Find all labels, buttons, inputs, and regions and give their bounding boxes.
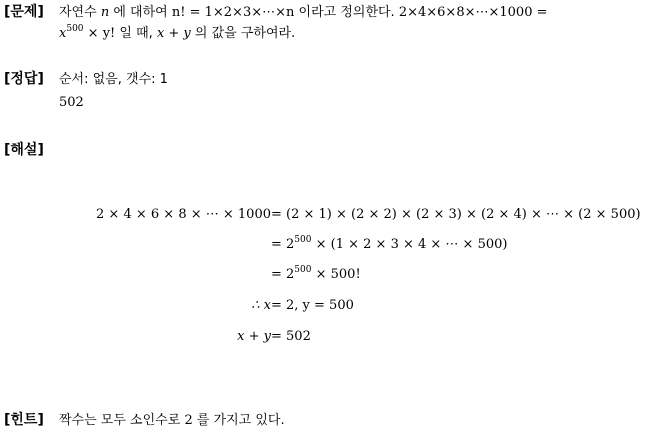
row-lhs: ∴ x [251, 298, 271, 313]
explanation-label: [해설] [4, 142, 44, 158]
hint-label: [힌트] [4, 412, 44, 428]
exponent: 500 [66, 24, 84, 34]
row-rhs: = 2, y = 500 [271, 298, 354, 313]
row-rhs [271, 267, 361, 283]
row-rest: × (1 × 2 × 3 × 4 × ⋯ × 500) [311, 237, 508, 252]
hint-number: 2 [184, 413, 193, 428]
power-base: = 2 [271, 237, 295, 252]
sum-expression: x + y [156, 26, 191, 41]
answer-meta: 순서: 없음, 갯수: 1 [59, 72, 168, 87]
math-rest: × y! [83, 26, 116, 41]
row-rest: × 500! [311, 267, 361, 282]
math-var-n: n [100, 5, 110, 20]
power-expression [59, 26, 115, 41]
row-rhs [271, 237, 507, 253]
row-lhs: x + y [237, 329, 271, 344]
problem-text: 일 때, [119, 26, 153, 41]
math-var-x: x [59, 26, 67, 41]
factorial-definition: n! = 1×2×3×⋯×n [171, 5, 295, 20]
problem-label: [문제] [4, 4, 44, 20]
power-base: = 2 [271, 267, 295, 282]
product-expression: 2×4×6×8×⋯×1000 = [398, 5, 548, 20]
problem-line-1 [59, 5, 547, 21]
row-rhs: = (2 × 1) × (2 × 2) × (2 × 3) × (2 × 4) × ⋯ × (2 × 500) [271, 207, 641, 222]
exponent: 500 [294, 265, 312, 275]
answer-label: [정답] [4, 71, 44, 87]
row-rhs: = 502 [271, 329, 311, 344]
hint-text-part: 를 가지고 있다. [196, 413, 285, 428]
hint-text-part: 짝수는 모두 소인수로 [59, 413, 181, 428]
problem-text: 의 값을 구하여라. [194, 26, 296, 41]
hint-text [59, 413, 285, 429]
row-lhs: 2 × 4 × 6 × 8 × ⋯ × 1000 [96, 207, 271, 222]
problem-text: 이라고 정의한다. [298, 5, 395, 20]
problem-text: 자연수 [59, 5, 97, 20]
answer-value: 502 [59, 95, 84, 110]
problem-line-2 [59, 26, 295, 42]
exponent: 500 [294, 235, 312, 245]
problem-text: 에 대하여 [113, 5, 168, 20]
